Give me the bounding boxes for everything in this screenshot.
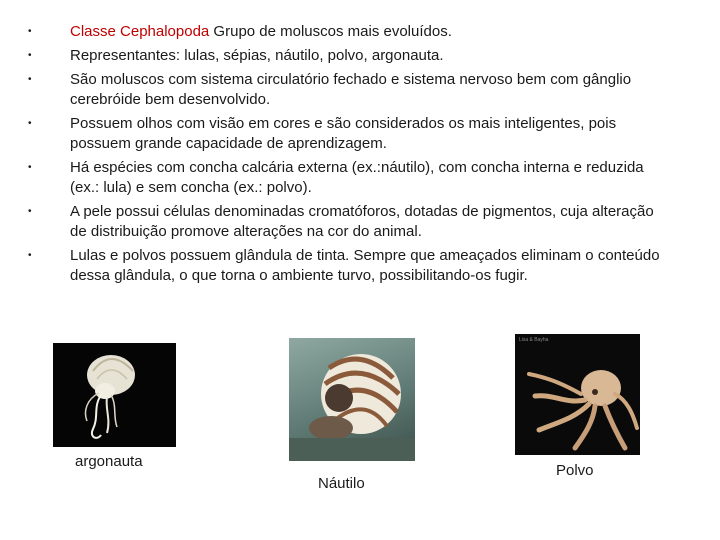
bullet-icon: • [28,250,32,261]
bullet-icon: • [28,74,32,85]
bullet-item [28,246,668,286]
bullet-text: São moluscos com sistema circulatório fechado e sistema nervoso bem com gânglio cerebróide bem desenvolvido. [70,71,632,108]
bullet-item [28,22,668,42]
bullet-item [28,70,668,110]
nautilo-photo [289,338,415,461]
polvo-illustration [515,334,640,455]
bullet-icon: • [28,50,32,61]
bullet-icon: • [28,162,32,173]
bullet-text: A pele possui células denominadas cromatóforos, dotadas de pigmentos, cuja alteração de distribuição promove alterações na cor do animal. [70,203,654,240]
caption-polvo: Polvo [556,462,594,479]
bullet-item [28,202,668,242]
caption-argonauta: argonauta [75,453,143,470]
bullet-icon: • [28,206,32,217]
bullet-text: Lulas e polvos possuem glândula de tinta. Sempre que ameaçados eliminam o conteúdo dessa glândula, o que torna o ambiente turvo, possibilitando-os fugir. [70,247,660,284]
bullet-item [28,158,668,198]
polvo-photo [515,334,640,455]
photo-watermark: Lisa & Bayha [519,337,549,343]
bullet-list [28,22,668,290]
bullet-item [28,46,668,66]
bullet-text: Grupo de moluscos mais evoluídos. [209,23,452,40]
nautilo-illustration [289,338,415,461]
argonauta-illustration [53,343,176,447]
bullet-text: Possuem olhos com visão em cores e são considerados os mais inteligentes, pois possuem grande capacidade de aprendizagem. [70,115,617,152]
bullet-icon: • [28,26,32,37]
bullet-item [28,114,668,154]
bullet-icon: • [28,118,32,129]
argonauta-photo [53,343,176,447]
highlight-text: Classe Cephalopoda [70,23,210,40]
bullet-text: Representantes: lulas, sépias, náutilo, polvo, argonauta. [70,47,444,64]
bullet-text: Há espécies com concha calcária externa (ex.:náutilo), com concha interna e reduzida (ex.: lula) e sem concha (ex.: polvo). [70,159,644,196]
caption-nautilo: Náutilo [318,475,365,492]
